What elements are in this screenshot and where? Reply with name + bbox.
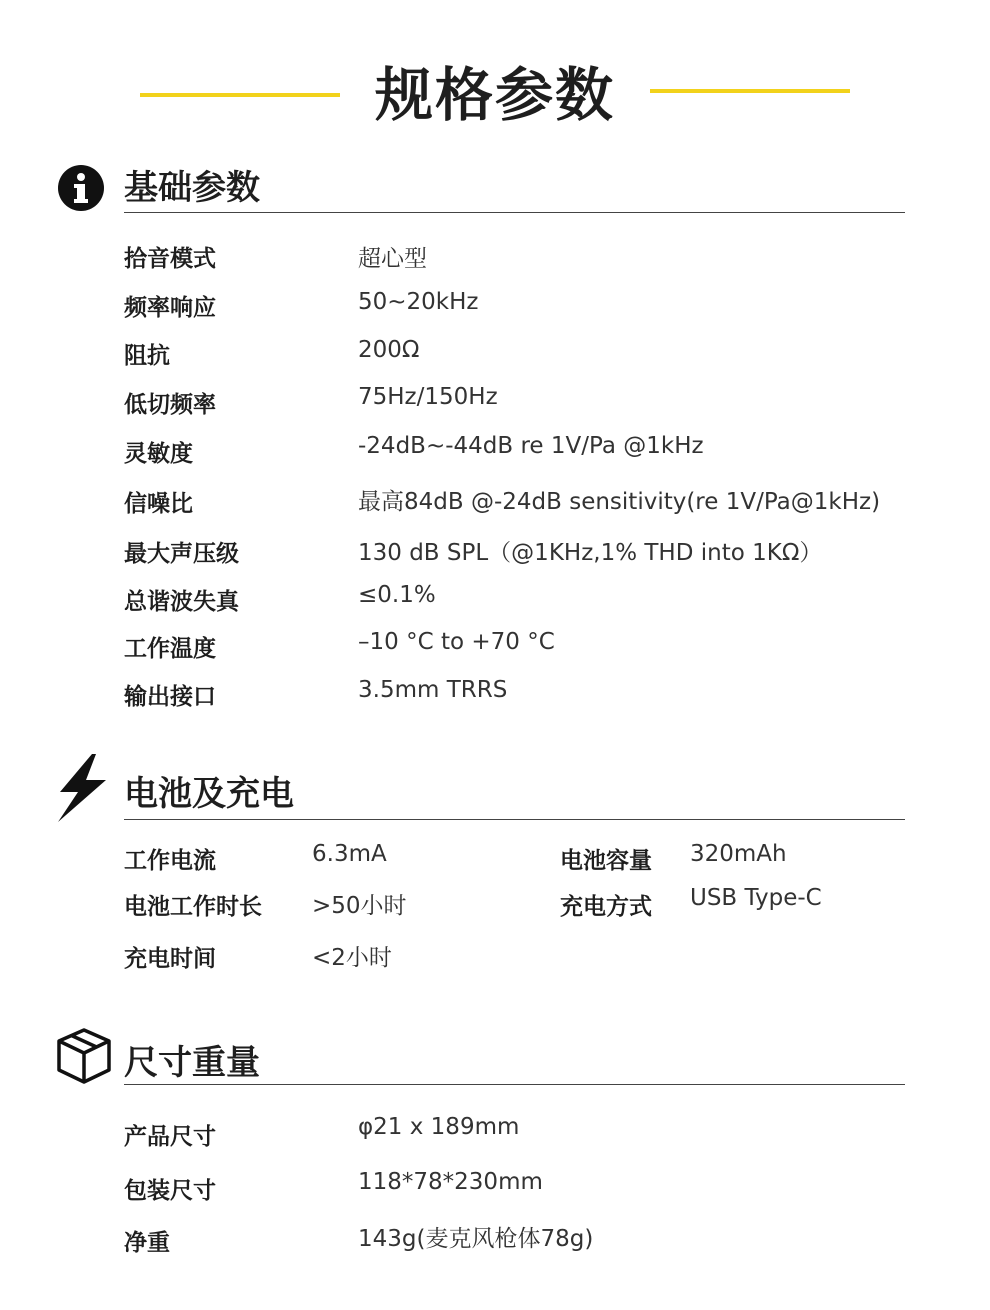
spec-label: 灵敏度 [124, 441, 193, 467]
spec-value: 130 dB SPL（@1KHz,1% THD into 1KΩ） [358, 540, 823, 566]
box-icon [56, 1027, 112, 1089]
section-title-battery: 电池及充电 [124, 774, 294, 814]
spec-value: 118*78*230mm [358, 1169, 543, 1195]
spec-label: 低切频率 [124, 392, 216, 418]
spec-label: 输出接口 [124, 684, 216, 710]
title-decor-line-right [650, 89, 850, 93]
spec-label: 电池容量 [560, 848, 652, 874]
spec-value: >50小时 [312, 893, 407, 919]
spec-value: 320mAh [690, 841, 787, 867]
spec-value: 200Ω [358, 337, 420, 363]
spec-label: 工作温度 [124, 636, 216, 662]
spec-label: 包装尺寸 [124, 1178, 216, 1204]
spec-value: 50~20kHz [358, 289, 479, 315]
spec-value: <2小时 [312, 945, 392, 971]
lightning-bolt-icon [56, 754, 108, 826]
info-icon [58, 165, 104, 215]
section-title-basic: 基础参数 [124, 168, 260, 208]
spec-label: 阻抗 [124, 343, 170, 369]
spec-label: 总谐波失真 [124, 589, 239, 615]
spec-value: 75Hz/150Hz [358, 384, 498, 410]
spec-value: USB Type-C [690, 885, 822, 911]
spec-value: 最高84dB @-24dB sensitivity(re 1V/Pa@1kHz) [358, 489, 881, 515]
spec-label: 信噪比 [124, 491, 193, 517]
section-divider-battery [124, 819, 905, 820]
page-title: 规格参数 [374, 61, 615, 129]
spec-label: 净重 [124, 1230, 170, 1256]
spec-value: 143g(麦克风枪体78g) [358, 1226, 594, 1252]
spec-label: 最大声压级 [124, 541, 239, 567]
spec-value: -24dB~-44dB re 1V/Pa @1kHz [358, 433, 704, 459]
spec-label: 产品尺寸 [124, 1124, 216, 1150]
spec-value: –10 °C to +70 °C [358, 629, 555, 655]
spec-value: φ21 x 189mm [358, 1114, 520, 1140]
spec-value: ≤0.1% [358, 582, 436, 608]
spec-label: 电池工作时长 [124, 894, 262, 920]
spec-value: 6.3mA [312, 841, 387, 867]
spec-label: 拾音模式 [124, 246, 216, 272]
spec-value: 超心型 [358, 246, 427, 272]
section-divider-basic [124, 212, 905, 213]
spec-label: 充电方式 [560, 894, 652, 920]
spec-value: 3.5mm TRRS [358, 677, 508, 703]
section-title-size: 尺寸重量 [124, 1043, 260, 1083]
spec-label: 充电时间 [124, 946, 216, 972]
spec-label: 频率响应 [124, 295, 216, 321]
spec-label: 工作电流 [124, 848, 216, 874]
section-divider-size [124, 1084, 905, 1085]
